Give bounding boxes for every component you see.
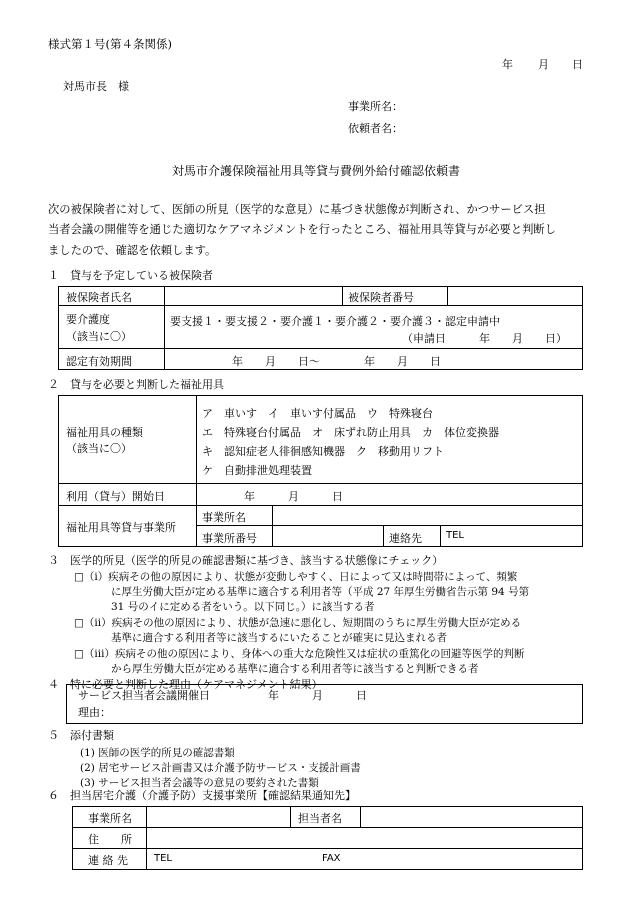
provider-tel-label: TEL <box>446 530 464 541</box>
intro-line-1: 次の被保険者に対して、医師の所見（医学的な意見）に基づき状態像が判断され、かつサービス担 <box>48 203 546 216</box>
condition-ii-text: 基準に適合する利用者等に該当するにいたることが確実に見込まれる者 <box>111 632 447 644</box>
start-date-value[interactable]: 年 月 日 <box>244 490 343 503</box>
date-year-label: 年 <box>502 58 513 71</box>
meeting-date-label: サービス担当者会議開催日 <box>78 689 210 702</box>
condition-i-text: 31 号のイに定める者をいう。以下同じ。）に該当する者 <box>111 601 375 613</box>
start-date-label: 利用（貸与）開始日 <box>66 490 165 503</box>
office-name-label: 事業所名： <box>348 100 403 113</box>
attachment-item: (1) 医師の医学的所見の確認書類 <box>80 747 235 759</box>
condition-i-text: に厚生労働大臣が定める基準に適合する利用者等（平成 27 年厚生労働省告示第 94 号第 <box>111 586 530 598</box>
support-fax-label: FAX <box>322 853 341 864</box>
equipment-type-sublabel: （該当に〇） <box>66 442 132 455</box>
provider-contact-label: 連絡先 <box>389 532 422 545</box>
section3-heading: ３ 医学的所見（医学的所見の確認書類に基づき、該当する状態像にチェック） <box>48 554 444 567</box>
condition-iii-text: から厚生労働大臣が定める基準に適合する利用者等に該当すると判断できる者 <box>111 663 479 675</box>
equipment-option[interactable]: ケ 自動排泄処理装置 <box>202 464 312 477</box>
addressee: 対馬市長 様 <box>63 80 129 93</box>
attachment-item: (2) 居宅サービス計画書又は介護予防サービス・支援計画書 <box>80 762 361 774</box>
date-month-label: 月 <box>538 58 549 71</box>
section4-heading: ４ 特に必要と判断した理由（ケアマネジメント結果） <box>48 678 323 691</box>
insured-number-label: 被保険者番号 <box>348 291 414 304</box>
care-level-options[interactable]: 要支援１・要支援２・要介護１・要介護２・要介護３・認定申請中 <box>170 315 500 328</box>
care-level-label: 要介護度 <box>66 313 110 326</box>
checkbox-condition-iii[interactable]: □（ⅲ）疾病その他の原因により、身体への重大な危険性又は症状の重篤化の回避等医学的判断 <box>74 648 525 660</box>
section1-heading: １ 貸与を予定している被保険者 <box>48 269 213 282</box>
checkbox-condition-ii[interactable]: □（ⅱ）疾病その他の原因により、状態が急速に悪化し、短期間のうちに厚生労働大臣が定める <box>74 617 522 629</box>
provider-label: 福祉用具等貸与事業所 <box>66 521 176 534</box>
intro-line-2: 当者会議の開催等を通じた適切なケアマネジメントを行ったところ、福祉用具等貸与が必要と判断し <box>48 223 557 236</box>
equipment-type-label: 福祉用具の種類 <box>66 426 143 439</box>
support-address-label: 住 所 <box>88 833 132 846</box>
validity-period[interactable]: 年 月 日～ 年 月 日 <box>232 355 441 368</box>
application-date: （申請日 年 月 日） <box>402 332 567 345</box>
support-office-name-label: 事業所名 <box>88 812 132 825</box>
care-level-sublabel: （該当に〇） <box>66 330 132 343</box>
requester-name-label: 依頼者名： <box>348 122 403 135</box>
meeting-date-value[interactable]: 年 月 日 <box>268 689 367 702</box>
provider-office-name-label: 事業所名 <box>202 511 246 524</box>
support-tel-label: TEL <box>154 853 172 864</box>
support-contact-label: 連 絡 先 <box>88 854 128 867</box>
checkbox-condition-i[interactable]: □（ⅰ）疾病その他の原因により、状態が変動しやすく、日によって又は時間帯によって、頻繁 <box>74 571 518 583</box>
intro-line-3: ましたので、確認を依頼します。 <box>48 244 217 257</box>
section6-heading: ６ 担当居宅介護（介護予防）支援事業所【確認結果通知先】 <box>48 789 356 802</box>
date-day-label: 日 <box>572 58 583 71</box>
page-title: 対馬市介護保険福祉用具等貸与費例外給付確認依頼書 <box>172 164 461 178</box>
equipment-option[interactable]: エ 特殊寝台付属品 オ 床ずれ防止用具 カ 体位変換器 <box>202 426 499 439</box>
section2-heading: ２ 貸与を必要と判断した福祉用具 <box>48 378 224 391</box>
validity-label: 認定有効期間 <box>66 355 132 368</box>
attachment-item: (3) サービス担当者会議等の意見の要約された書類 <box>80 777 319 789</box>
reason-label: 理由： <box>78 706 111 719</box>
equipment-option[interactable]: キ 認知症老人徘徊感知機器 ク 移動用リフト <box>202 445 444 458</box>
support-manager-label: 担当者名 <box>298 812 342 825</box>
insured-name-label: 被保険者氏名 <box>66 291 132 304</box>
equipment-option[interactable]: ア 車いす イ 車いす付属品 ウ 特殊寝台 <box>202 407 433 420</box>
form-number: 様式第１号(第４条関係) <box>48 37 172 51</box>
provider-office-number-label: 事業所番号 <box>202 532 257 545</box>
section5-heading: ５ 添付書類 <box>48 729 114 742</box>
